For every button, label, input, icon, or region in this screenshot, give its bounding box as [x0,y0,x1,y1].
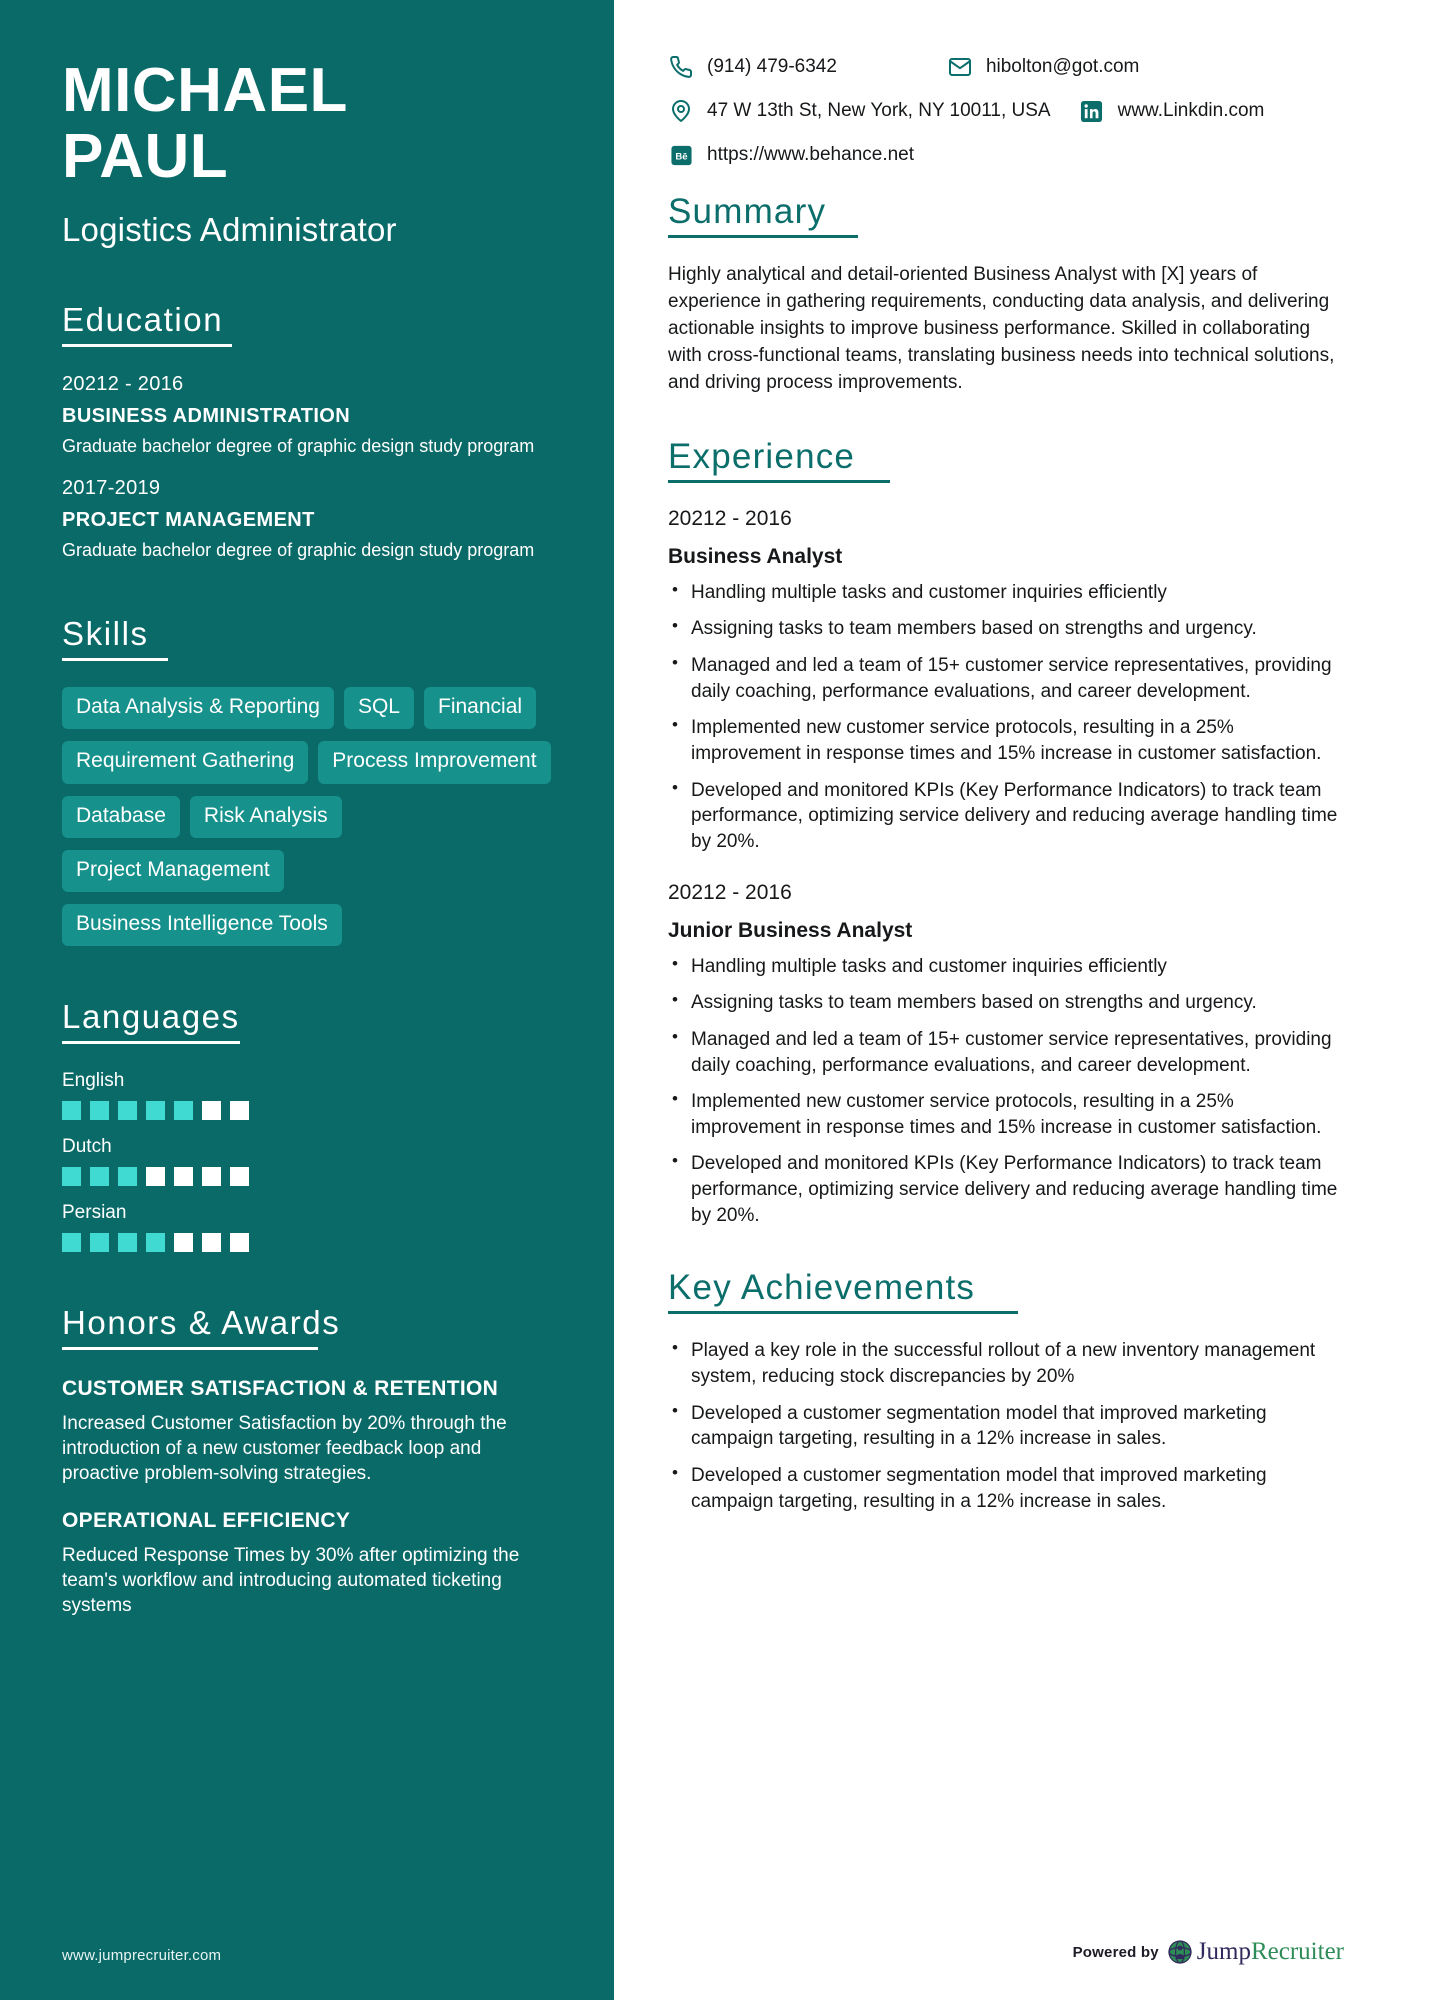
skills-list [62,687,552,946]
envelope-icon [947,54,973,80]
job-title: Logistics Administrator [62,211,397,249]
experience-date: 20212 - 2016 [668,506,792,530]
main-content [614,0,1440,2000]
education-description: Graduate bachelor degree of graphic design study program [62,540,535,561]
contact-phone[interactable] [668,54,837,80]
honor-item [62,1376,552,1486]
level-square-empty [230,1233,249,1252]
contact-address[interactable] [668,98,1051,124]
behance-icon [668,142,694,168]
contact-block [668,54,1344,168]
powered-by-label: Powered by [1072,1943,1159,1961]
level-square-empty [202,1167,221,1186]
sidebar [0,0,614,2000]
education-degree: PROJECT MANAGEMENT [62,509,315,532]
education-item [62,477,552,563]
language-name: Persian [62,1202,127,1224]
linkedin-text: www.Linkdin.com [1117,100,1265,121]
level-square-filled [118,1101,137,1120]
skills-section [62,563,552,946]
experience-bullets [668,580,1344,855]
experience-bullet: • Managed and led a team of 15+ customer service representatives, providing daily coaching, performance evaluations, and career development. [668,653,1344,704]
education-heading: Education [62,301,224,339]
language-item [62,1136,552,1186]
skill-tag[interactable]: Financial [424,687,536,729]
achievement-bullet: • Developed a customer segmentation model that improved marketing campaign targeting, resulting in a 12% increase in sales. [668,1401,1344,1452]
level-square-empty [174,1167,193,1186]
education-degree: BUSINESS ADMINISTRATION [62,405,351,428]
powered-by-footer [1073,1938,1344,1966]
language-level-meter [62,1233,552,1252]
summary-heading: Summary [668,192,827,231]
skill-tag[interactable]: Business Intelligence Tools [62,904,342,946]
achievement-bullet: • Developed a customer segmentation model that improved marketing campaign targeting, resulting in a 12% increase in sales. [668,1463,1344,1514]
experience-bullet: • Handling multiple tasks and customer inquiries efficiently [668,954,1344,980]
level-square-empty [146,1167,165,1186]
experience-bullet: • Assigning tasks to team members based on strengths and urgency. [668,990,1344,1016]
globe-logo-icon [1168,1940,1192,1964]
level-square-empty [230,1101,249,1120]
level-square-filled [118,1233,137,1252]
sidebar-footer-url[interactable]: www.jumprecruiter.com [62,1947,222,1964]
experience-role: Business Analyst [668,544,843,568]
honors-heading: Honors & Awards [62,1304,341,1342]
education-heading-rule [62,344,232,347]
summary-text: Highly analytical and detail-oriented Business Analyst with [X] years of experience in gathering requirements, conducting data analysis, and delivering actionable insights to improve business performance. Skilled in collaborating with cross-functional teams, translating business needs into technical solutions, and driving process improvements. [668,264,1335,393]
contact-row-2 [668,98,1344,124]
experience-heading-rule [668,480,890,483]
education-item [62,373,552,459]
education-date: 2017-2019 [62,477,161,500]
brand-jump: Jump [1196,1938,1251,1965]
honors-section [62,1252,552,1618]
experience-bullet: • Implemented new customer service protocols, resulting in a 25% improvement in response times and 15% increase in customer satisfaction. [668,715,1344,766]
honor-title: OPERATIONAL EFFICIENCY [62,1509,351,1533]
experience-bullet: • Assigning tasks to team members based on strengths and urgency. [668,616,1344,642]
map-pin-icon [668,98,694,124]
contact-email[interactable] [947,54,1139,80]
level-square-filled [146,1101,165,1120]
last-name: PAUL [62,121,229,191]
level-square-filled [90,1167,109,1186]
phone-text: (914) 479-6342 [707,56,837,77]
level-square-filled [146,1233,165,1252]
contact-linkedin[interactable] [1079,98,1265,124]
achievements-list [668,1338,1344,1514]
skill-tag[interactable]: Risk Analysis [190,796,342,838]
level-square-filled [90,1233,109,1252]
experience-bullets [668,954,1344,1229]
experience-bullet: • Handling multiple tasks and customer inquiries efficiently [668,580,1344,606]
level-square-empty [202,1233,221,1252]
skill-tag[interactable]: Project Management [62,850,284,892]
first-name: MICHAEL [62,56,348,125]
skill-tag[interactable]: Process Improvement [318,741,550,783]
level-square-filled [62,1233,81,1252]
experience-section [668,431,1344,1229]
languages-heading-rule [62,1041,240,1044]
language-item [62,1070,552,1120]
phone-icon [668,54,694,80]
honor-description: Increased Customer Satisfaction by 20% through the introduction of a new customer feedback loop and proactive problem-solving strategies. [62,1412,507,1485]
candidate-name-block [62,58,552,249]
achievement-bullet: • Played a key role in the successful rollout of a new inventory management system, reducing stock discrepancies by 20% [668,1338,1344,1389]
language-level-meter [62,1101,552,1120]
skills-heading-rule [62,658,168,661]
skills-heading: Skills [62,615,149,653]
languages-heading: Languages [62,998,240,1036]
honor-title: CUSTOMER SATISFACTION & RETENTION [62,1377,499,1401]
achievements-heading: Key Achievements [668,1268,976,1308]
language-name: Dutch [62,1136,112,1158]
experience-role: Junior Business Analyst [668,918,913,942]
language-level-meter [62,1167,552,1186]
level-square-filled [62,1167,81,1186]
level-square-filled [118,1167,137,1186]
contact-behance[interactable] [668,142,914,168]
level-square-filled [174,1101,193,1120]
achievements-section [668,1262,1344,1514]
brand-recruiter: Recruiter [1250,1938,1344,1965]
email-text: hibolton@got.com [985,56,1140,77]
experience-item [668,881,1344,1229]
honors-heading-rule [62,1347,318,1350]
education-section [62,249,552,563]
experience-date: 20212 - 2016 [668,880,792,904]
language-name: English [62,1070,125,1092]
contact-row-1 [668,54,1344,80]
level-square-filled [62,1101,81,1120]
achievements-heading-rule [668,1311,1018,1314]
experience-bullet: • Implemented new customer service protocols, resulting in a 25% improvement in response times and 15% increase in customer satisfaction. [668,1089,1344,1140]
level-square-empty [230,1167,249,1186]
level-square-empty [174,1233,193,1252]
level-square-empty [202,1101,221,1120]
education-description: Graduate bachelor degree of graphic design study program [62,436,535,457]
skill-tag[interactable]: SQL [344,687,414,729]
skill-tag[interactable]: Database [62,796,180,838]
contact-row-3 [668,142,1344,168]
linkedin-icon [1079,98,1105,124]
level-square-filled [90,1101,109,1120]
honor-description: Reduced Response Times by 30% after optimizing the team's workflow and introducing automated ticketing systems [62,1545,520,1617]
skill-tag[interactable]: Requirement Gathering [62,741,308,783]
experience-bullet: • Developed and monitored KPIs (Key Performance Indicators) to track team performance, optimizing service delivery and reducing average handling time by 20%. [668,778,1344,855]
experience-heading: Experience [668,436,856,476]
experience-item [668,507,1344,855]
experience-bullet: • Managed and led a team of 15+ customer service representatives, providing daily coaching, performance evaluations, and career development. [668,1027,1344,1078]
summary-heading-rule [668,235,858,238]
svg-text:Bē: Bē [674,150,688,162]
summary-section [668,186,1344,397]
skill-tag[interactable]: Data Analysis & Reporting [62,687,334,729]
honor-item [62,1508,552,1618]
experience-bullet: • Developed and monitored KPIs (Key Performance Indicators) to track team performance, optimizing service delivery and reducing average handling time by 20%. [668,1151,1344,1228]
languages-section [62,946,552,1252]
address-text: 47 W 13th St, New York, NY 10011, USA [707,100,1051,121]
education-date: 20212 - 2016 [62,373,184,396]
language-item [62,1202,552,1252]
behance-text: https://www.behance.net [707,144,915,165]
